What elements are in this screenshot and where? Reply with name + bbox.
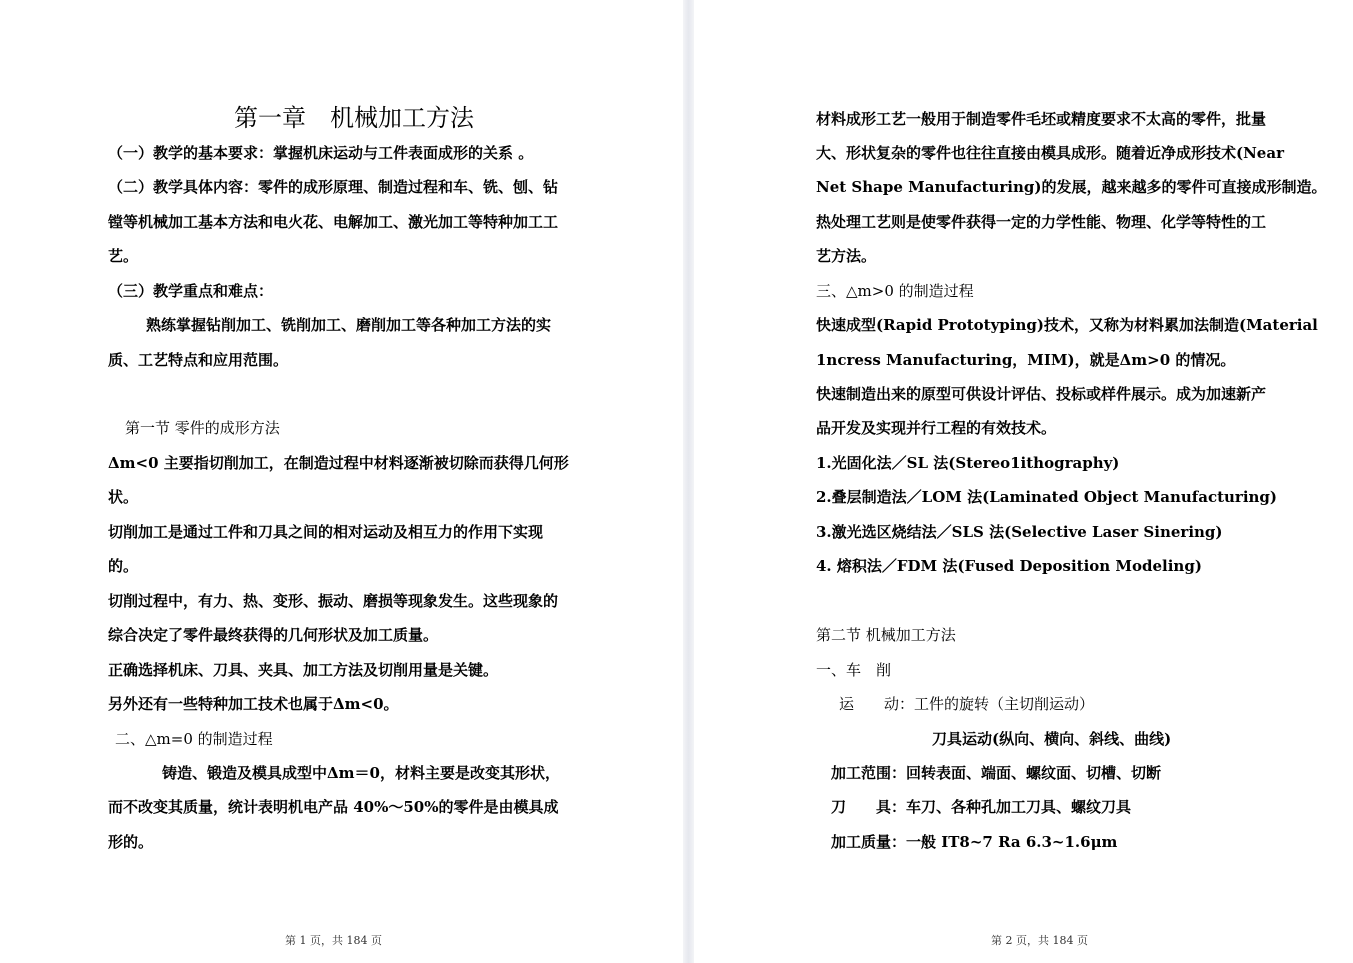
text-line: 而不改变其质量，统计表明机电产品 40%～50%的零件是由模具成 (108, 798, 559, 816)
text-line: （三）教学重点和难点： (108, 282, 274, 300)
text-line: 综合决定了零件最终获得的几何形状及加工质量。 (108, 626, 439, 644)
text-line: 快速制造出来的原型可供设计评估、投标或样件展示。成为加速新产 (816, 385, 1267, 403)
list-item: 2.叠层制造法／LOM 法(Laminated Object Manufacturing) (816, 488, 1278, 506)
text-line: （一）教学的基本要求：掌握机床运动与工件表面成形的关系 。 (108, 144, 534, 162)
page-2 (694, 0, 1353, 963)
page-footer: 第 2 页，共 184 页 (991, 934, 1088, 947)
section-heading: 一、车 削 (816, 661, 892, 679)
text-line: 镗等机械加工基本方法和电火花、电解加工、激光加工等特种加工工 (108, 213, 559, 231)
section-heading: 三、△m>0 的制造过程 (816, 282, 974, 300)
text-line: 形的。 (108, 833, 154, 851)
text-line: 刀具运动(纵向、横向、斜线、曲线) (932, 730, 1172, 748)
text-line: 切削过程中，有力、热、变形、振动、磨损等现象发生。这些现象的 (108, 592, 559, 610)
text-line: 质、工艺特点和应用范围。 (108, 351, 289, 369)
text-line: （二）教学具体内容：零件的成形原理、制造过程和车、铣、刨、钻 (108, 178, 559, 196)
text-line: Net Shape Manufacturing)的发展，越来越多的零件可直接成形制造。 (816, 178, 1327, 196)
list-item: 3.激光选区烧结法／SLS 法(Selective Laser Sinering) (816, 523, 1223, 541)
text-line: 熟练掌握钻削加工、铣削加工、磨削加工等各种加工方法的实 (146, 316, 552, 334)
text-line: 1ncress Manufacturing，MIM)，就是Δm>0 的情况。 (816, 351, 1236, 369)
page-footer: 第 1 页，共 184 页 (285, 934, 382, 947)
section-heading: 二、△m=0 的制造过程 (115, 730, 273, 748)
text-line: 的。 (108, 557, 139, 575)
text-line: 运 动：工件的旋转（主切削运动） (839, 695, 1095, 713)
text-line: Δm<0 主要指切削加工，在制造过程中材料逐渐被切除而获得几何形 (108, 454, 569, 472)
text-line: 铸造、锻造及模具成型中Δm＝0，材料主要是改变其形状， (162, 764, 560, 782)
text-line: 快速成型(Rapid Prototyping)技术，又称为材料累加法制造(Material (816, 316, 1318, 334)
chapter-title: 第一章 机械加工方法 (234, 104, 474, 132)
text-line: 刀 具：车刀、各种孔加工刀具、螺纹刀具 (831, 798, 1132, 816)
section-heading: 第二节 机械加工方法 (816, 626, 956, 644)
text-line: 材料成形工艺一般用于制造零件毛坯或精度要求不太高的零件，批量 (816, 110, 1267, 128)
text-line: 艺。 (108, 247, 139, 265)
text-line: 热处理工艺则是使零件获得一定的力学性能、物理、化学等特性的工 (816, 213, 1267, 231)
text-line: 另外还有一些特种加工技术也属于Δm<0。 (108, 695, 399, 713)
text-line: 艺方法。 (816, 247, 877, 265)
text-line: 加工范围：回转表面、端面、螺纹面、切槽、切断 (831, 764, 1162, 782)
text-line: 大、形状复杂的零件也往往直接由模具成形。随着近净成形技术(Near (816, 144, 1284, 162)
list-item: 4. 熔积法／FDM 法(Fused Deposition Modeling) (816, 557, 1202, 575)
text-line: 正确选择机床、刀具、夹具、加工方法及切削用量是关键。 (108, 661, 499, 679)
list-item: 1.光固化法／SL 法(Stereo1ithography) (816, 454, 1120, 472)
text-line: 加工质量：一般 IT8~7 Ra 6.3~1.6μm (831, 833, 1118, 851)
text-line: 状。 (108, 488, 139, 506)
section-heading: 第一节 零件的成形方法 (125, 419, 280, 437)
page-gutter (683, 0, 694, 963)
text-line: 品开发及实现并行工程的有效技术。 (816, 419, 1057, 437)
text-line: 切削加工是通过工件和刀具之间的相对运动及相互力的作用下实现 (108, 523, 544, 541)
